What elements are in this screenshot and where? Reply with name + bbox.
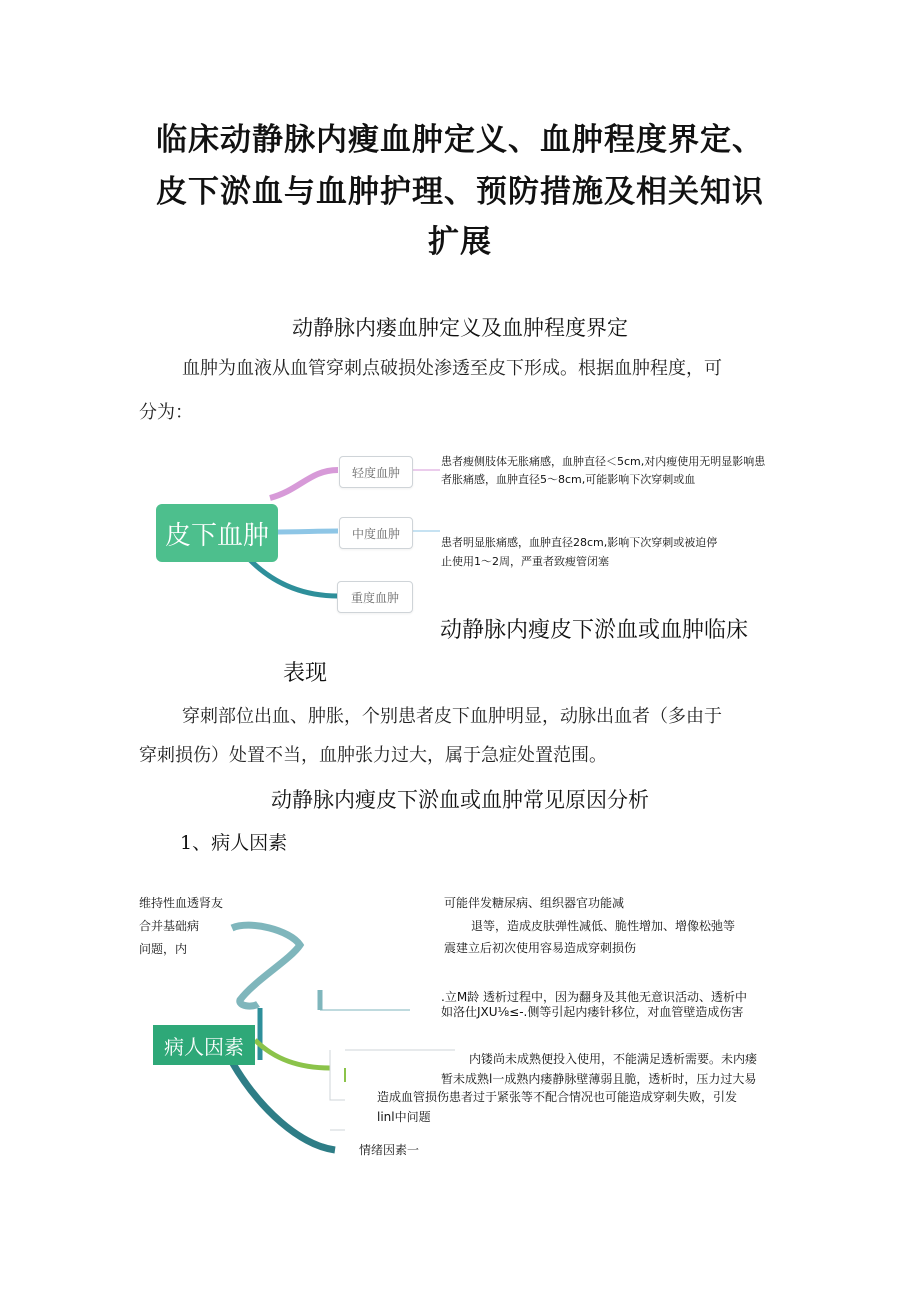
mindmap-text: .立M龄 透析过程中，因为翻身及其他无意识活动、透析中: [441, 990, 747, 1004]
subheading-patient-factors: 1、病人因素: [180, 832, 288, 854]
mindmap-text: 退等，造成皮肤弹性减低、脆性增加、增像松弛等: [471, 919, 736, 933]
mindmap-text: 患者瘦侧肢体无胀痛感，血肿直径＜5cm,对内瘦使用无明显影响患: [441, 455, 766, 468]
mindmap-node-moderate: 中度血肿: [339, 517, 413, 549]
mindmap-text: 问题，内: [139, 942, 188, 956]
mindmap-text: 暂未成熟l一成熟内瘘静脉壁薄弱且脆，透析时，压力过大易: [441, 1072, 757, 1086]
section-heading-clinical-line-1: 动静脉内瘦皮下淤血或血肿临床: [440, 618, 749, 643]
paragraph-line: 穿刺部位出血、肿胀，个别患者皮下血肿明显，动脉出血者（多由于: [182, 706, 722, 727]
mindmap-text: 患者明显胀痛感，血肿直径28cm,影响下次穿刺或被迫停: [441, 536, 718, 549]
mindmap-text: 内镂尚未成熟便投入使用，不能满足透析需要。未内瘘: [469, 1052, 758, 1066]
mindmap-text: 如洛仕JXU⅛≤-.侧等引起内瘘针移位，对血管壁造成伤害: [441, 1005, 744, 1019]
mindmap-text: 者胀痛感，血肿直径5～8cm,可能影响下次穿刺或血: [441, 473, 696, 486]
mindmap-node-severe: 重度血肿: [337, 581, 413, 613]
mindmap-node-emotional-factors: 情绪因素一: [359, 1143, 420, 1157]
mindmap-root-subcutaneous-hematoma: 皮下血肿: [156, 504, 278, 562]
mindmap-root-patient-factors: 病人因素: [153, 1025, 255, 1065]
paragraph-line: 分为：: [139, 402, 193, 423]
section-heading-causes: 动静脉内瘦皮下淤血或血肿常见原因分析: [271, 788, 649, 812]
mindmap-text: 可能伴发糖尿病、组织器官功能减: [444, 896, 625, 910]
mindmap-text: linl中问题: [377, 1110, 431, 1124]
section-heading-definition: 动静脉内瘘血肿定义及血肿程度界定: [292, 316, 628, 340]
mindmap-node-mild: 轻度血肿: [339, 456, 413, 488]
paragraph-line: 血肿为血液从血管穿刺点破损处渗透至皮下形成。根据血肿程度，可: [182, 358, 722, 379]
document-title-line-3: 扩展: [428, 224, 492, 260]
section-heading-clinical-line-2: 表现: [283, 661, 328, 686]
mindmap-text: 维持性血透肾友: [139, 896, 224, 910]
mindmap-text: 止使用1～2周，严重者致瘦管闭塞: [441, 555, 609, 568]
document-title-line-1: 临床动静脉内瘦血肿定义、血肿程度界定、: [156, 122, 764, 158]
mindmap-text: 合并基础病: [139, 919, 200, 933]
document-title-line-2: 皮下淤血与血肿护理、预防措施及相关知识: [156, 174, 764, 210]
paragraph-line: 穿刺损伤）处置不当，血肿张力过大，属于急症处置范围。: [139, 745, 607, 766]
mindmap-text: 震建立后初次使用容易造成穿刺损伤: [444, 941, 637, 955]
mindmap-text: 造成血管损伤患者过于紧张等不配合情况也可能造成穿刺失败，引发: [377, 1090, 738, 1104]
